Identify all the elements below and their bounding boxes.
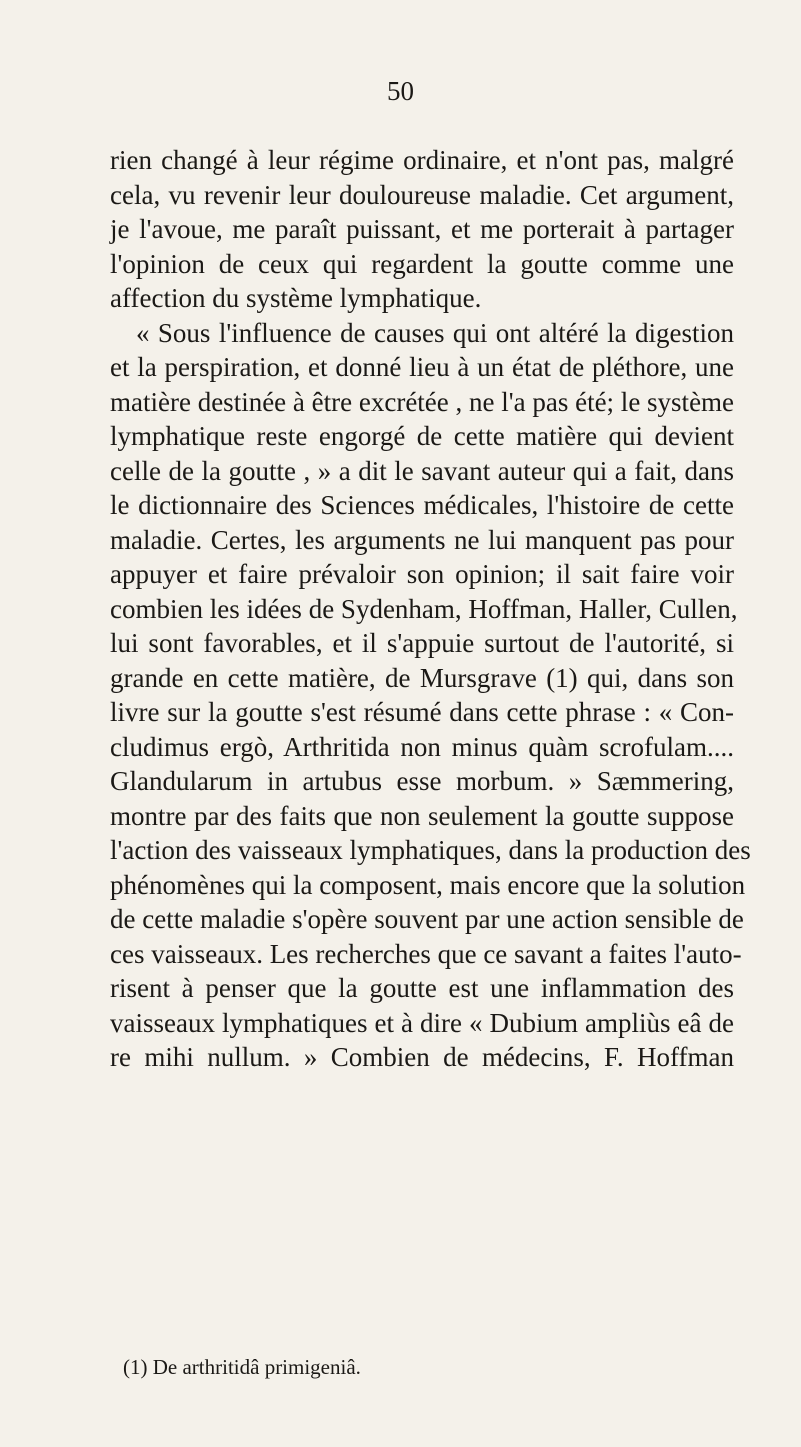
text-line: matière destinée à être excrétée , ne l'a pas été; le système — [110, 386, 735, 417]
text-line: combien les idées de Sydenham, Hoffman, Haller, Cullen, — [110, 593, 738, 624]
text-line: grande en cette matière, de Mursgrave (1) qui, dans son — [110, 662, 734, 693]
text-line: je l'avoue, me paraît puissant, et me porterait à partager — [110, 214, 734, 244]
text-line: rien changé à leur régime ordinaire, et n'ont pas, malgré — [110, 145, 734, 175]
text-line: et la perspiration, et donné lieu à un état de pléthore, une — [110, 352, 734, 382]
text-line: montre par des faits que non seulement la goutte suppose — [110, 800, 734, 831]
text-line: « Sous l'influence de causes qui ont altéré la digestion — [136, 317, 734, 348]
text-line: phénomènes qui la composent, mais encore que la solution — [110, 869, 746, 900]
text-line: Glandularum in artubus esse morbum. » Sæmmering, — [110, 766, 734, 796]
page-number: 50 — [387, 76, 414, 106]
text-line: lui sont favorables, et il s'appuie surtout de l'autorité, si — [110, 628, 734, 658]
text-line: livre sur la goutte s'est résumé dans cette phrase : « Con- — [110, 697, 734, 727]
text-line: appuyer et faire prévaloir son opinion; il sait faire voir — [110, 559, 734, 589]
text-line: de cette maladie s'opère souvent par une action sensible de — [110, 904, 744, 934]
text-line: lymphatique reste engorgé de cette matière qui devient — [110, 421, 734, 451]
text-line: vaisseaux lymphatiques et à dire « Dubium ampliùs eâ de — [110, 1007, 734, 1038]
text-line: risent à penser que la goutte est une inflammation des — [110, 973, 734, 1003]
text-line: maladie. Certes, les arguments ne lui manquent pas pour — [110, 524, 734, 555]
text-line: l'opinion de ceux qui regardent la goutte comme une — [110, 248, 734, 279]
text-line: affection du système lymphatique. — [110, 283, 482, 313]
text-line: cela, vu revenir leur douloureuse maladie. Cet argument, — [110, 179, 734, 210]
text-line: celle de la goutte , » a dit le savant auteur qui a fait, dans — [110, 455, 734, 486]
text-line: ces vaisseaux. Les recherches que ce savant a faites l'auto- — [110, 938, 742, 969]
footnote: (1) De arthritidâ primigeniâ. — [123, 1355, 361, 1379]
text-line: le dictionnaire des Sciences médicales, l'histoire de cette — [110, 490, 734, 520]
body-text — [110, 143, 751, 1075]
text-line: re mihi nullum. » Combien de médecins, F. Hoffman — [110, 1042, 734, 1072]
text-line: l'action des vaisseaux lymphatiques, dans la production des — [110, 835, 751, 865]
text-line: cludimus ergò, Arthritida non minus quàm scrofulam.... — [110, 731, 734, 762]
